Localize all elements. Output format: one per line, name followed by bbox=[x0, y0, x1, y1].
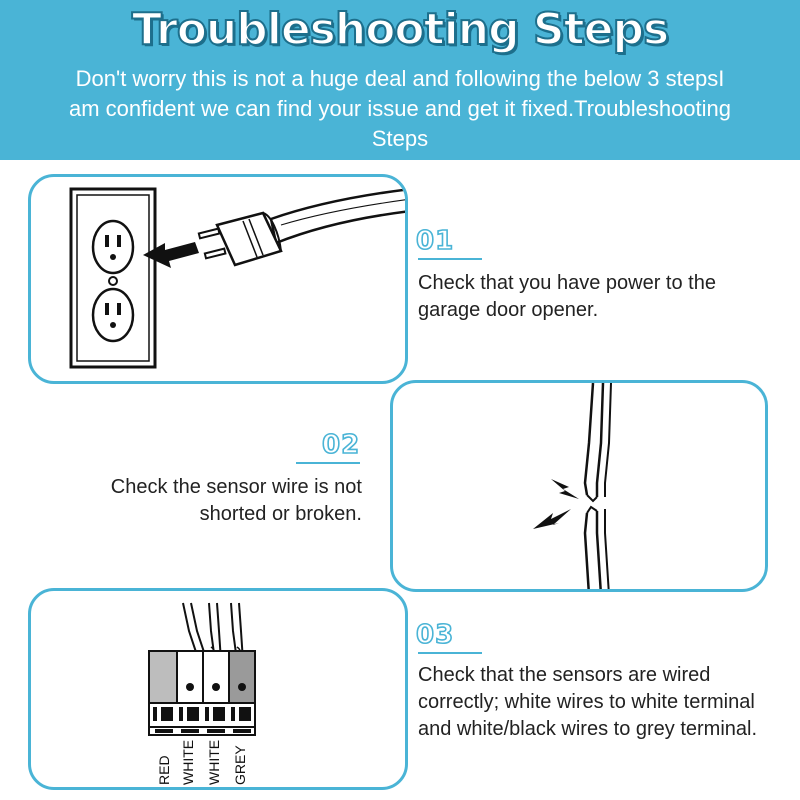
step-2-underline bbox=[296, 462, 360, 464]
header-banner bbox=[0, 0, 800, 160]
outlet-plug-icon bbox=[31, 177, 408, 384]
step-1-text: Check that you have power to the garage door opener. bbox=[418, 272, 716, 321]
step-2-number: 02 bbox=[322, 430, 361, 460]
step-3-text: Check that the sensors are wired correctly; white wires to white terminal and white/black wires to grey terminal. bbox=[418, 664, 758, 740]
terminal-label-white-2: WHITE bbox=[206, 739, 222, 785]
page-title: Troubleshooting Steps bbox=[131, 4, 669, 55]
step-3-underline bbox=[418, 652, 482, 654]
terminal-label-red: RED bbox=[156, 755, 172, 785]
terminal-label-white-1: WHITE bbox=[180, 739, 196, 785]
step-2-illustration-card bbox=[390, 380, 768, 592]
terminal-block-icon bbox=[31, 591, 408, 790]
step-2-text: Check the sensor wire is not shorted or broken. bbox=[110, 476, 362, 525]
step-3-number: 03 bbox=[416, 620, 455, 650]
step-1-underline bbox=[418, 258, 482, 260]
broken-wire-icon bbox=[393, 383, 768, 592]
step-1-illustration-card bbox=[28, 174, 408, 384]
step-1-number: 01 bbox=[416, 226, 455, 256]
page-subtitle: Don't worry this is not a huge deal and following the below 3 stepsI am confident we can find your issue and get it fixed.Troubleshooting Steps bbox=[68, 66, 732, 151]
step-3-illustration-card bbox=[28, 588, 408, 790]
terminal-label-grey: GREY bbox=[232, 745, 248, 785]
